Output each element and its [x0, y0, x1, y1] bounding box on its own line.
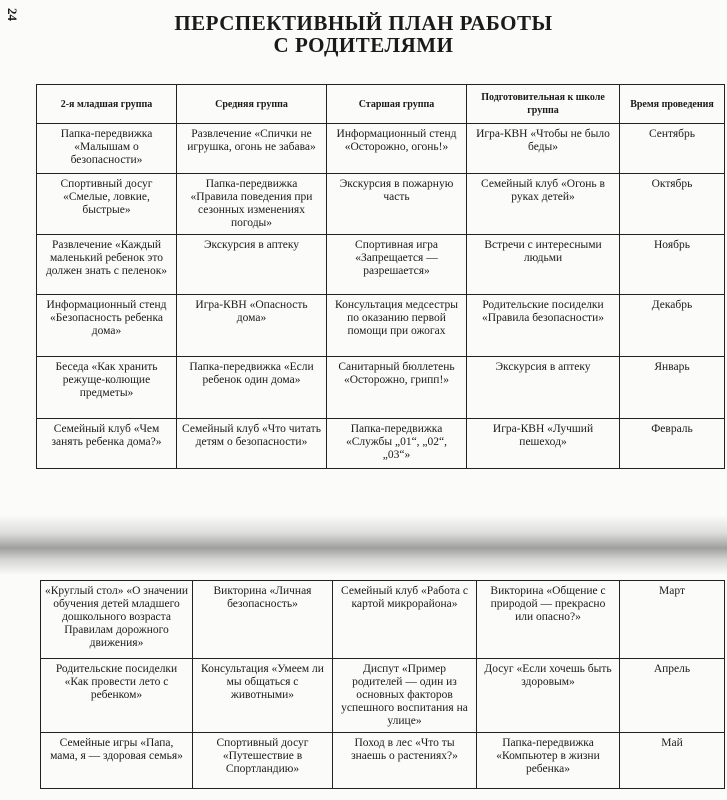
table-cell: Папка-передвижка «Если ребенок один дома» [177, 357, 327, 419]
page-number: 24 [5, 8, 20, 21]
table-cell: Досуг «Если хочешь быть здоровым» [477, 659, 620, 733]
table-cell: Экскурсия в пожарную часть [327, 174, 467, 235]
table-cell: «Круглый стол» «О значении обучения детей младшего дошкольного возраста Правилам дорожного движения» [41, 581, 193, 659]
table-cell: Информационный стенд «Безопасность ребенка дома» [37, 295, 177, 357]
table-cell: Спортивный досуг «Смелые, ловкие, быстрые» [37, 174, 177, 235]
table-cell: Игра-КВН «Чтобы не было беды» [467, 124, 620, 174]
header-time: Время проведения [620, 85, 725, 124]
table-cell: Беседа «Как хранить режуще-колющие предметы» [37, 357, 177, 419]
table-row [37, 419, 725, 469]
table-cell: Встречи с интересными людьми [467, 235, 620, 295]
table-row [41, 581, 725, 659]
table-cell: Игра-КВН «Опасность дома» [177, 295, 327, 357]
table-cell: Игра-КВН «Лучший пешеход» [467, 419, 620, 469]
table-cell-month: Ноябрь [620, 235, 725, 295]
table-cell-month: Апрель [620, 659, 725, 733]
table-cell: Папка-передвижка «Службы „01“, „02“, „03“» [327, 419, 467, 469]
table-cell: Поход в лес «Что ты знаешь о растениях?» [333, 733, 477, 789]
table-cell: Диспут «Пример родителей — один из основных факторов успешного воспитания на улице» [333, 659, 477, 733]
table-row [37, 357, 725, 419]
table-cell: Викторина «Личная безопасность» [193, 581, 333, 659]
table-cell: Викторина «Общение с природой — прекрасно или опасно?» [477, 581, 620, 659]
table-row [37, 174, 725, 235]
table-cell: Информационный стенд «Осторожно, огонь!» [327, 124, 467, 174]
page-title [0, 12, 727, 56]
table-cell: Экскурсия в аптеку [467, 357, 620, 419]
table-cell: Консультация медсестры по оказанию первой помощи при ожогах [327, 295, 467, 357]
table-cell: Спортивная игра «Запрещается — разрешается» [327, 235, 467, 295]
header-middle-group: Средняя группа [177, 85, 327, 124]
table-cell: Папка-передвижка «Компьютер в жизни ребенка» [477, 733, 620, 789]
table-cell: Родительские посиделки «Как провести лето с ребенком» [41, 659, 193, 733]
table-cell: Семейный клуб «Чем занять ребенка дома?» [37, 419, 177, 469]
header-preparatory-group: Подготовительная к школе группа [467, 85, 620, 124]
table-cell: Развлечение «Спички не игрушка, огонь не забава» [177, 124, 327, 174]
table-header-row [37, 85, 725, 124]
table-cell: Санитарный бюллетень «Осторожно, грипп!» [327, 357, 467, 419]
table-cell-month: Май [620, 733, 725, 789]
plan-table-top [36, 84, 725, 469]
table-row [41, 659, 725, 733]
table-cell-month: Сентябрь [620, 124, 725, 174]
table-cell-month: Январь [620, 357, 725, 419]
title-line-1: ПЕРСПЕКТИВНЫЙ ПЛАН РАБОТЫ [174, 11, 553, 35]
header-younger-group: 2-я младшая группа [37, 85, 177, 124]
page-fold-shadow [0, 515, 727, 575]
table-cell-month: Октябрь [620, 174, 725, 235]
title-line-2: С РОДИТЕЛЯМИ [273, 33, 454, 57]
table-cell: Спортивный досуг «Путешествие в Спортландию» [193, 733, 333, 789]
table-cell: Экскурсия в аптеку [177, 235, 327, 295]
table-cell: Папка-передвижка «Малышам о безопасности» [37, 124, 177, 174]
table-row [41, 733, 725, 789]
plan-table-bottom [40, 580, 725, 789]
header-senior-group: Старшая группа [327, 85, 467, 124]
table-cell-month: Февраль [620, 419, 725, 469]
table-row [37, 295, 725, 357]
table-cell: Развлечение «Каждый маленький ребенок это должен знать с пеленок» [37, 235, 177, 295]
table-cell-month: Март [620, 581, 725, 659]
table-cell: Консультация «Умеем ли мы общаться с животными» [193, 659, 333, 733]
table-cell: Семейный клуб «Работа с картой микрорайона» [333, 581, 477, 659]
table-cell: Папка-передвижка «Правила поведения при сезонных изменениях погоды» [177, 174, 327, 235]
table-cell: Семейный клуб «Огонь в руках детей» [467, 174, 620, 235]
table-cell: Семейный клуб «Что читать детям о безопасности» [177, 419, 327, 469]
table-row [37, 124, 725, 174]
table-cell: Семейные игры «Папа, мама, я — здоровая семья» [41, 733, 193, 789]
table-cell-month: Декабрь [620, 295, 725, 357]
table-cell: Родительские посиделки «Правила безопасности» [467, 295, 620, 357]
table-row [37, 235, 725, 295]
